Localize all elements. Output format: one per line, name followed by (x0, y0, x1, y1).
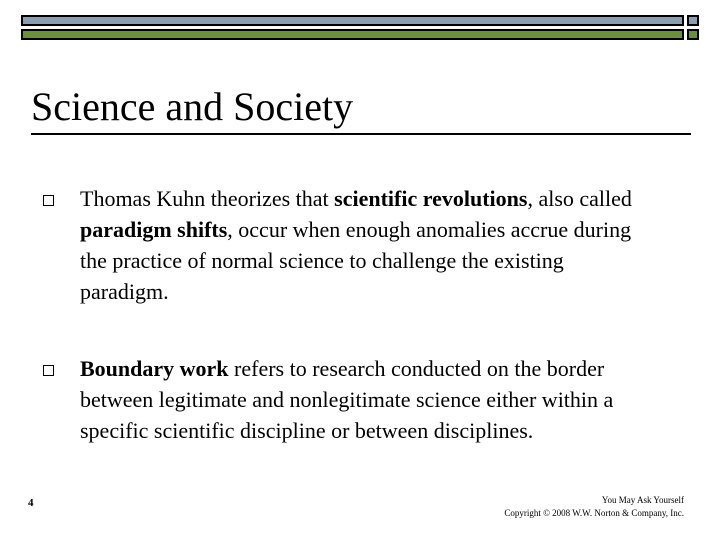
page-number: 4 (28, 497, 34, 509)
copyright-footer (504, 494, 684, 520)
bullet-list (43, 183, 643, 492)
square-bullet-icon (43, 195, 54, 206)
key-term: Boundary work (80, 356, 229, 381)
bullet-text (80, 353, 643, 446)
decorative-top-square-grey (687, 15, 699, 26)
decorative-top-square-green (687, 29, 699, 40)
bullet-item (43, 353, 643, 446)
bullet-text-part: refers to research conducted on the border between legitimate and nonlegitimate science either within a specific scientific discipline or between disciplines. (80, 356, 614, 443)
footer-copyright: Copyright © 2008 W.W. Norton & Company, Inc. (504, 508, 684, 518)
bullet-text-part: , also called (527, 186, 632, 211)
bullet-item (43, 183, 643, 307)
title-divider (31, 133, 691, 135)
decorative-top-bar-green (21, 29, 684, 40)
bullet-text (80, 183, 643, 307)
slide-title: Science and Society (31, 84, 354, 129)
bullet-text-part: , occur when enough anomalies accrue during the practice of normal science to challenge the existing paradigm. (80, 217, 632, 304)
bullet-text-part: Thomas Kuhn theorizes that (80, 186, 335, 211)
key-term: scientific revolutions (334, 186, 528, 211)
square-bullet-icon (43, 365, 54, 376)
decorative-top-bar-grey (21, 15, 684, 26)
key-term: paradigm shifts (80, 217, 228, 242)
footer-book-title: You May Ask Yourself (601, 495, 684, 505)
